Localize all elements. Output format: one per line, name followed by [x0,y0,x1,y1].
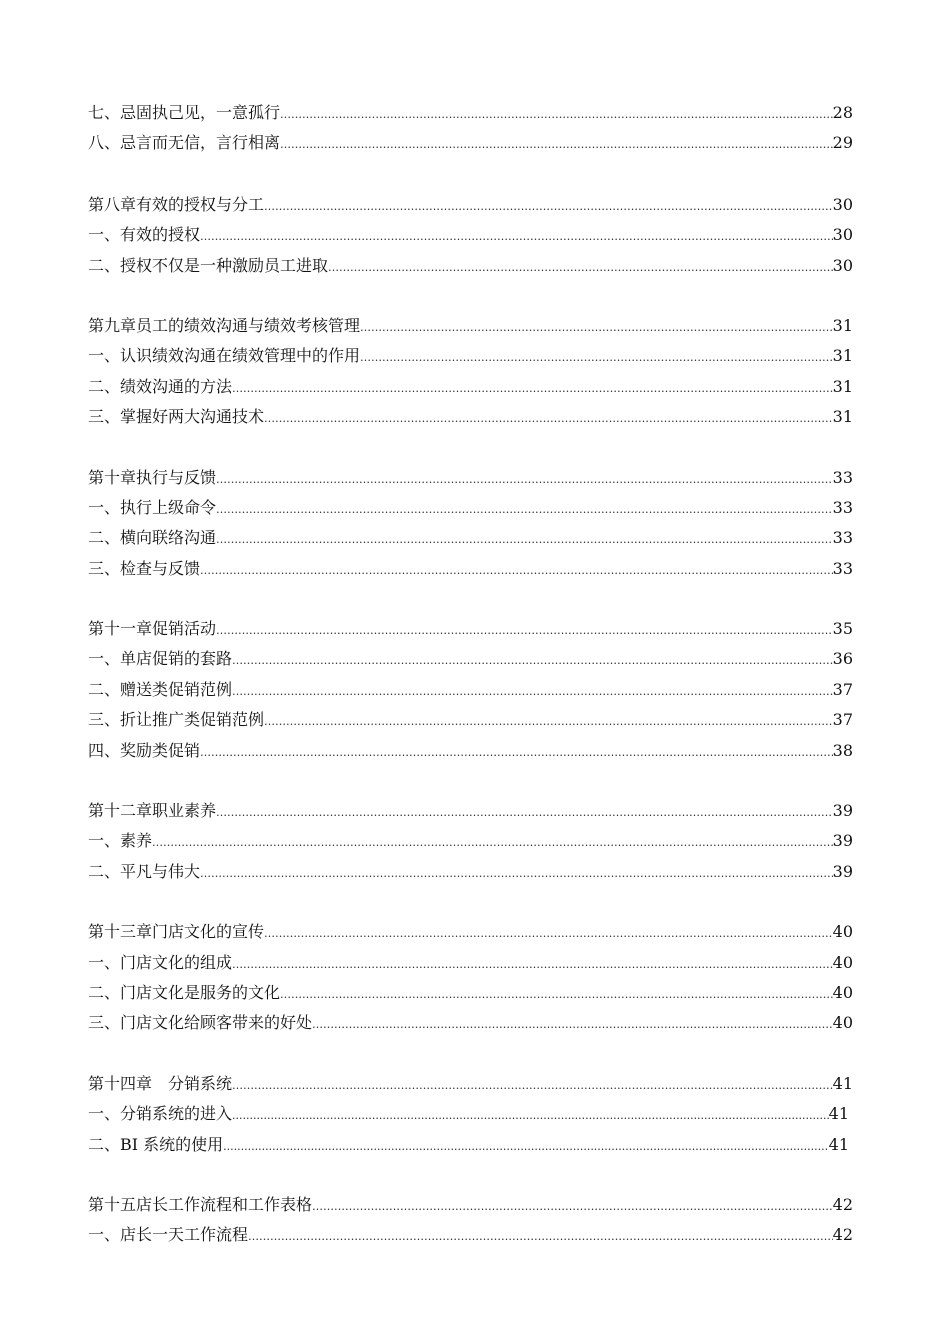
toc-entry-page: 28 [832,103,853,122]
toc-entry[interactable] [88,554,853,584]
dot-leader [232,1101,829,1131]
dot-leader [223,1132,828,1162]
dot-leader [216,525,833,555]
toc-chapter-entry[interactable] [88,614,853,644]
toc-entry-title: 一、店长一天工作流程 [88,1225,249,1245]
toc-entry-page: 37 [832,710,853,730]
toc-chapter-entry[interactable] [88,1069,853,1099]
toc-entry[interactable] [88,948,853,978]
dot-leader [152,828,833,858]
toc-entry-page: 42 [832,1225,853,1245]
toc-chapter-entry[interactable] [88,190,853,220]
toc-chapter-entry[interactable] [88,796,853,826]
toc-entry-title: 一、门店文化的组成 [88,952,233,972]
toc-chapter-entry[interactable] [88,1190,853,1220]
dot-leader [280,130,833,160]
toc-entry-page: 41 [828,1104,849,1124]
toc-entry-title: 二、绩效沟通的方法 [88,376,233,396]
dot-leader [264,404,833,434]
dot-leader [328,253,833,283]
toc-entry-title: 一、分销系统的进入 [88,1104,233,1124]
dot-leader [216,616,833,646]
dot-leader [264,707,833,737]
toc-entry-title: 第十章执行与反馈 [88,467,217,487]
toc-entry-title: 二、门店文化是服务的文化 [88,982,281,1002]
toc-entry[interactable] [88,98,853,128]
toc-entry[interactable] [88,857,853,887]
toc-section [88,311,853,433]
toc-entry-title: 第八章有效的授权与分工 [88,194,265,214]
toc-entry-page: 31 [832,376,853,396]
toc-entry-page: 39 [832,861,853,881]
dot-leader [248,1222,833,1252]
toc-entry-title: 二、赠送类促销范例 [88,679,233,699]
dot-leader [264,192,833,222]
toc-entry-page: 42 [832,1194,853,1214]
dot-leader [216,495,833,525]
toc-entry[interactable] [88,705,853,735]
toc-entry[interactable] [88,1099,849,1129]
toc-entry-title: 一、执行上级命令 [88,497,217,517]
toc-entry[interactable] [88,1008,853,1038]
toc-section [88,190,853,281]
toc-entry-title: 八、忌言而无信，言行相离 [88,133,281,153]
toc-section [88,917,853,1039]
dot-leader [232,646,833,676]
toc-entry[interactable] [88,493,853,523]
toc-entry-title: 二、平凡与伟大 [88,861,201,881]
toc-entry-page: 33 [832,467,853,487]
dot-leader [232,950,833,980]
toc-entry-page: 35 [832,619,853,639]
toc-section [88,614,853,766]
toc-chapter-entry[interactable] [88,463,853,493]
toc-entry[interactable] [88,220,853,250]
dot-leader [264,919,833,949]
toc-entry[interactable] [88,1130,849,1160]
toc-entry-title: 一、认识绩效沟通在绩效管理中的作用 [88,346,361,366]
toc-entry-title: 七、忌固执己见，一意孤行 [88,103,281,122]
toc-entry-page: 31 [832,407,853,427]
dot-leader [200,859,833,889]
toc-entry-title: 三、门店文化给顾客带来的好处 [88,1013,313,1033]
toc-entry-page: 37 [832,679,853,699]
toc-entry-title: 第十三章门店文化的宣传 [88,922,265,942]
dot-leader [232,677,833,707]
toc-entry[interactable] [88,736,853,766]
dot-leader [200,222,833,252]
toc-entry[interactable] [88,675,853,705]
toc-entry-title: 二、横向联络沟通 [88,528,217,548]
toc-entry-page: 30 [832,255,853,275]
toc-entry-page: 33 [832,528,853,548]
dot-leader [280,980,833,1010]
toc-section [88,98,853,159]
toc-section [88,463,853,585]
toc-entry-title: 三、检查与反馈 [88,558,201,578]
toc-entry-page: 40 [832,952,853,972]
toc-section [88,1069,853,1160]
toc-entry-title: 第十一章促销活动 [88,619,217,639]
toc-entry[interactable] [88,341,853,371]
toc-entry[interactable] [88,978,853,1008]
dot-leader [216,465,833,495]
toc-entry[interactable] [88,523,853,553]
dot-leader [232,374,833,404]
toc-entry[interactable] [88,251,853,281]
dot-leader [360,343,833,373]
toc-entry-page: 33 [832,558,853,578]
toc-entry-title: 二、BI 系统的使用 [88,1134,224,1154]
toc-entry[interactable] [88,402,853,432]
toc-entry-title: 一、有效的授权 [88,225,201,245]
toc-entry-page: 30 [832,194,853,214]
toc-entry-title: 第十四章 分销系统 [88,1073,233,1093]
toc-section [88,1190,853,1251]
dot-leader [232,1071,833,1101]
toc-entry-page: 39 [832,801,853,821]
toc-entry-page: 41 [832,1073,853,1093]
toc-entry-title: 一、单店促销的套路 [88,649,233,669]
toc-entry-title: 第十五店长工作流程和工作表格 [88,1194,313,1214]
dot-leader [200,738,833,768]
dot-leader [360,313,833,343]
toc-entry-page: 41 [828,1134,849,1154]
toc-entry-page: 31 [832,315,853,335]
toc-entry-page: 30 [832,225,853,245]
toc-entry-page: 39 [832,831,853,851]
table-of-contents [88,98,853,1281]
toc-section [88,796,853,887]
toc-entry[interactable] [88,644,853,674]
toc-entry-page: 33 [832,497,853,517]
toc-entry-page: 38 [832,740,853,760]
toc-chapter-entry[interactable] [88,311,853,341]
dot-leader [216,798,833,828]
dot-leader [312,1192,833,1222]
toc-chapter-entry[interactable] [88,917,853,947]
toc-entry-page: 29 [832,133,853,153]
toc-entry-page: 40 [832,922,853,942]
toc-entry-page: 40 [832,982,853,1002]
dot-leader [280,100,833,130]
toc-entry[interactable] [88,128,853,158]
toc-entry-title: 二、授权不仅是一种激励员工进取 [88,255,329,275]
toc-entry-title: 第九章员工的绩效沟通与绩效考核管理 [88,315,361,335]
toc-entry[interactable] [88,826,853,856]
toc-entry-page: 40 [832,1013,853,1033]
toc-entry-page: 36 [832,649,853,669]
toc-entry-title: 三、折让推广类促销范例 [88,710,265,730]
toc-entry-title: 一、素养 [88,831,153,851]
toc-entry[interactable] [88,372,853,402]
toc-entry[interactable] [88,1220,853,1250]
toc-entry-page: 31 [832,346,853,366]
toc-entry-title: 第十二章职业素养 [88,801,217,821]
dot-leader [200,556,833,586]
toc-entry-title: 三、掌握好两大沟通技术 [88,407,265,427]
dot-leader [312,1010,833,1040]
toc-entry-title: 四、奖励类促销 [88,740,201,760]
